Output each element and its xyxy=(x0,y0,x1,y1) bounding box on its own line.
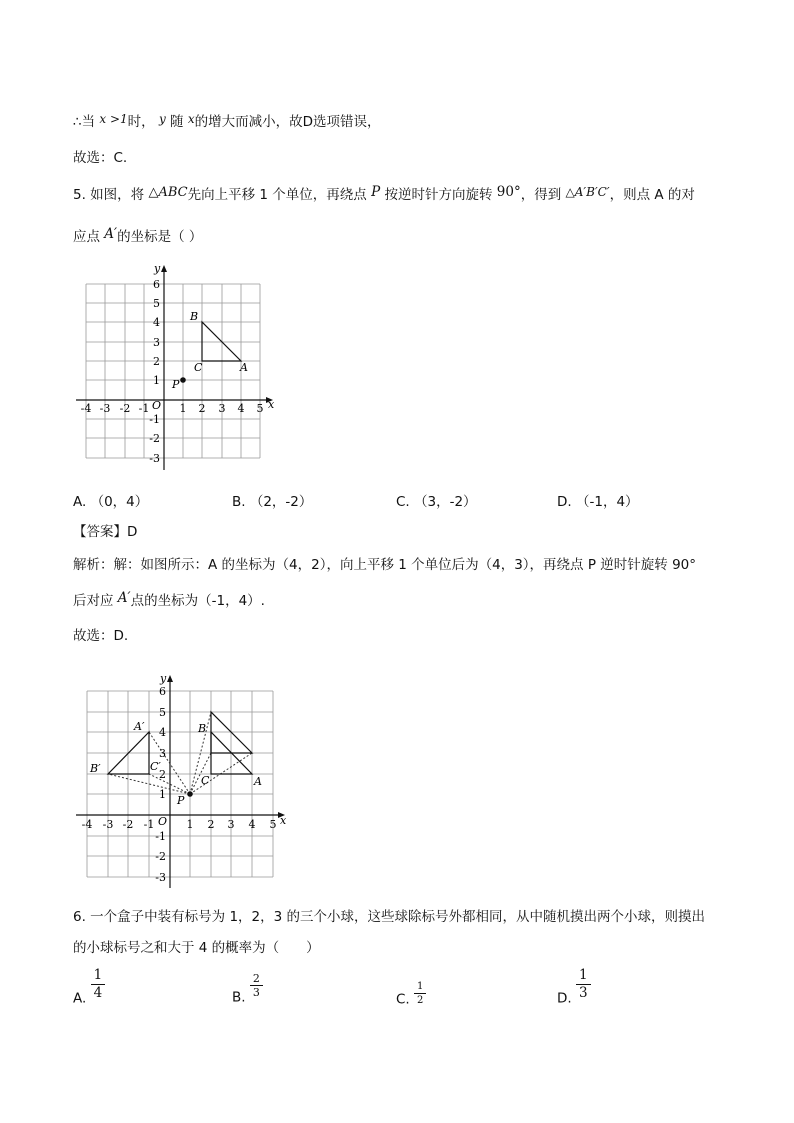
option-label: C. xyxy=(396,991,410,1008)
x-tick: 2 xyxy=(198,402,206,415)
x-tick: 3 xyxy=(218,402,226,415)
x-tick: -1 xyxy=(138,402,150,415)
x-tick: 4 xyxy=(248,818,256,831)
x-tick: -3 xyxy=(99,402,111,415)
label-c: C xyxy=(194,361,203,374)
text: 时， xyxy=(127,114,155,130)
numerator: 1 xyxy=(576,967,591,985)
text: ∴当 xyxy=(73,114,96,130)
option-6-d[interactable] xyxy=(557,967,591,1007)
text: 后对应 xyxy=(73,593,114,609)
y-tick: 3 xyxy=(153,336,160,349)
option-6-a[interactable] xyxy=(73,967,105,1007)
option-6-b[interactable] xyxy=(232,972,263,1006)
y-tick-labels xyxy=(149,278,160,465)
y-tick: 3 xyxy=(159,747,166,760)
label-c-prime: C′ xyxy=(150,760,161,773)
label-b: B xyxy=(190,310,199,323)
text: 的增大而减小，故D选项错误， xyxy=(194,114,381,130)
coordinate-figure-1 xyxy=(70,260,285,475)
x-tick-labels xyxy=(81,402,264,415)
grid xyxy=(87,691,273,877)
x-tick: -1 xyxy=(143,818,155,831)
label-a: A xyxy=(254,775,262,788)
y-tick: 6 xyxy=(153,278,160,291)
x-tick: 3 xyxy=(227,818,235,831)
triangle-abc-prime: △A′B′C′ xyxy=(565,185,610,199)
y-tick: 4 xyxy=(153,316,160,329)
axes xyxy=(76,678,282,888)
y-tick-labels xyxy=(155,685,166,884)
var-y: y xyxy=(158,112,166,126)
y-axis-arrow xyxy=(161,265,167,272)
choose-d: 故选：D. xyxy=(73,628,129,644)
label-a-prime: A′ xyxy=(134,720,145,733)
label-b: B xyxy=(198,722,207,735)
option-6-c[interactable] xyxy=(396,980,426,1008)
fraction-two-thirds xyxy=(250,972,263,999)
fraction-one-third xyxy=(576,967,591,1002)
label-a: A xyxy=(240,361,248,374)
text: 随 xyxy=(170,114,184,130)
point-p: P xyxy=(371,184,381,200)
triangle-shifted xyxy=(211,712,252,753)
label-b-prime: B′ xyxy=(90,762,101,775)
label-p: P xyxy=(172,378,180,391)
fraction-one-quarter xyxy=(91,967,106,1002)
x-tick: -2 xyxy=(122,818,134,831)
answer-label: 【答案】D xyxy=(73,524,138,540)
fraction-one-half xyxy=(414,980,426,1007)
text: 5. 如图，将 xyxy=(73,187,145,203)
x-tick: 1 xyxy=(179,402,187,415)
x-tick: -4 xyxy=(81,818,93,831)
label-p: P xyxy=(177,794,185,807)
triangle-abc xyxy=(202,322,241,361)
choose-c: 故选：C. xyxy=(73,150,128,166)
y-axis-label: y xyxy=(154,262,161,275)
option-5-d[interactable]: D. （-1，4） xyxy=(557,494,639,510)
y-tick: 4 xyxy=(159,726,166,739)
grid xyxy=(86,284,260,458)
x-tick: 5 xyxy=(269,818,277,831)
question-6-line-1: 6. 一个盒子中装有标号为 1，2，3 的三个小球，这些球除标号外都相同，从中随机摸出两个小球，则摸出 xyxy=(73,909,706,925)
y-axis-label: y xyxy=(160,672,167,685)
x-tick: -2 xyxy=(119,402,131,415)
text: ，得到 xyxy=(520,187,562,203)
x-axis-label: x xyxy=(280,814,287,827)
x-tick: 4 xyxy=(237,402,245,415)
text: 的坐标是（ ） xyxy=(117,229,203,245)
text: 先向上平移 1 个单位，再绕点 xyxy=(187,187,367,203)
x-tick: 5 xyxy=(256,402,264,415)
point-p xyxy=(180,377,186,383)
a-prime: A′ xyxy=(104,226,118,242)
x-tick-labels xyxy=(82,818,277,831)
denominator: 3 xyxy=(252,986,260,999)
y-tick: 2 xyxy=(153,355,160,368)
option-5-a[interactable]: A. （0，4） xyxy=(73,494,149,510)
var-x: x xyxy=(187,112,195,126)
y-tick: -2 xyxy=(149,432,160,445)
denominator: 2 xyxy=(417,995,424,1006)
y-tick: -1 xyxy=(155,830,166,843)
text: 按逆时针方向旋转 xyxy=(384,187,493,203)
option-5-b[interactable]: B. （2，-2） xyxy=(232,494,313,510)
numerator: 2 xyxy=(250,972,263,986)
x-tick: -3 xyxy=(102,818,114,831)
y-axis-arrow xyxy=(167,675,173,682)
y-tick: 2 xyxy=(159,768,166,781)
origin-label: O xyxy=(152,399,162,412)
y-tick: 1 xyxy=(153,374,160,387)
text: ，则点 A 的对 xyxy=(609,187,695,203)
numerator: 1 xyxy=(414,980,426,994)
x-tick: 1 xyxy=(186,818,194,831)
y-tick: 1 xyxy=(159,788,166,801)
question-5-line-1 xyxy=(73,183,695,203)
option-5-c[interactable]: C. （3，-2） xyxy=(396,494,477,510)
analysis-line-1: 解析：解：如图所示：A 的坐标为（4，2），向上平移 1 个单位后为（4，3），再绕点 P 逆时针旋转 90° xyxy=(73,557,696,573)
analysis-line-2 xyxy=(73,589,265,609)
option-label: D. xyxy=(557,990,572,1007)
y-tick: -1 xyxy=(149,413,160,426)
option-label: B. xyxy=(232,989,246,1006)
point-p xyxy=(187,791,193,797)
text: 点的坐标为（-1，4）. xyxy=(130,593,265,609)
y-tick: -3 xyxy=(155,871,166,884)
x-axis-label: x xyxy=(268,398,275,411)
coordinate-figure-2 xyxy=(70,672,290,892)
x-tick: -4 xyxy=(80,402,92,415)
denominator: 4 xyxy=(93,985,103,1001)
origin-label: O xyxy=(158,815,168,828)
y-tick: 6 xyxy=(159,685,166,698)
y-tick: 5 xyxy=(159,706,166,719)
x-tick: 2 xyxy=(207,818,215,831)
y-tick: 5 xyxy=(153,297,160,310)
numerator: 1 xyxy=(91,967,106,985)
text: 应点 xyxy=(73,229,100,245)
a-prime: A′ xyxy=(117,590,131,606)
line-conclusion xyxy=(73,110,381,130)
condition: x >1 xyxy=(99,112,128,126)
triangle-abc: △ABC xyxy=(148,185,188,200)
y-tick: -2 xyxy=(155,850,166,863)
degree: 90° xyxy=(496,184,521,200)
y-tick: -3 xyxy=(149,452,160,465)
question-5-line-2 xyxy=(73,225,202,245)
option-label: A. xyxy=(73,990,87,1007)
denominator: 3 xyxy=(578,985,588,1001)
question-6-line-2: 的小球标号之和大于 4 的概率为（ ） xyxy=(73,940,320,956)
label-c: C xyxy=(201,774,210,787)
